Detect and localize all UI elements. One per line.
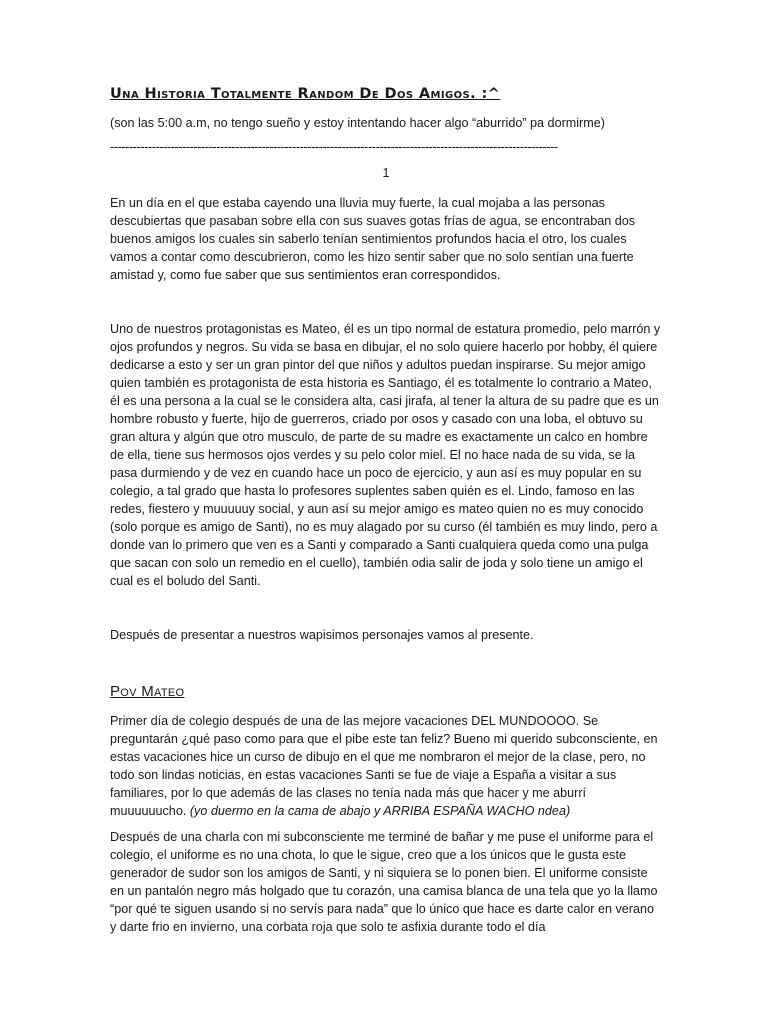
section-heading-pov: Pov Mateo (110, 683, 185, 700)
spacer (110, 284, 662, 320)
separator-line: ---------------------------------------------------------------------------------------------------------------------- (110, 140, 558, 154)
paragraph-intro: En un día en el que estaba cayendo una lluvia muy fuerte, la cual mojaba a las personas descubiertas que pasaban sobre ella con sus suaves gotas frías de agua, se encontraban dos buenos amigos los cuales sin saberlo tenían sentimientos profundos hacia el otro, los cuales vamos a contar como descubrieron, como les hizo sentir saber que no solo sentían una fuerte amistad y, como fue saber que sus sentimientos eran correspondidos. (110, 196, 636, 282)
paragraph-characters: Uno de nuestros protagonistas es Mateo, él es un tipo normal de estatura promedio, pelo marrón y ojos profundos y negros. Su vida se basa en dibujar, el no solo quiere hacerlo por hobby, él quiere dedicarse a esto y ser un gran pintor del que niños y adultos puedan inspirarse. Su mejor amigo quien también es protagonista de esta historia es Santiago, él es totalmente lo contrario a Mateo, él es una persona a la cual se le considera alta, casi jirafa, al tener la altura de su padre que es un hombre robusto y fuerte, hijo de guerreros, criado por osos y casado con una loba, el obtuvo su gran altura y algún que otro musculo, de parte de su madre es exactamente un calco en hombre de ella, tiene sus hermosos ojos verdes y su pelo color miel. El no hace nada de su vida, se la pasa durmiendo y de vez en cuando hace un poco de ejercicio, y aun así es muy popular en su colegio, a tal grado que hasta lo profesores suplentes saben quién es el. Lindo, famoso en las redes, fiestero y muuuuuy social, y aun así su mejor amigo es mateo quien no es muy conocido (solo porque es amigo de Santi), no es muy alagado por su curso (él también es muy lindo, pero a donde van lo primero que ven es a Santi y comparado a Santi cualquiera queda como una pulga que sacan con solo un remedio en el cuello), también odia salir de joda y solo tiene un amigo el cual es el boludo del Santi. (110, 322, 661, 588)
paragraph-pov-2: Después de una charla con mi subconsciente me terminé de bañar y me puse el uniforme para el colegio, el uniforme es no una chota, lo que le sigue, creo que a los únicos que le gusta este generador de sudor son los amigos de Santi, y ni siquiera se lo ponen bien. El uniforme consiste en un pantalón negro más holgado que tu corazón, una camisa blanca de una tela que yo la llamo “por qué te siguen usando si no servís para nada” que lo único que hace es darte calor en verano y darte frio en invierno, una corbata roja que solo te asfixia durante todo el día (110, 830, 658, 934)
paragraph-pov-1 (110, 712, 662, 820)
paragraph-transition: Después de presentar a nuestros wapisimos personajes vamos al presente. (110, 628, 534, 642)
paragraph-pov-1-aside: (yo duermo en la cama de abajo y ARRIBA ESPAÑA WACHO ndea) (189, 804, 571, 818)
document-title: Una Historia Totalmente Random De Dos Amigos. :^ (110, 86, 501, 102)
spacer (110, 590, 662, 626)
chapter-number: 1 (382, 166, 390, 180)
paragraph-pov-1-text: Primer día de colegio después de una de las mejore vacaciones DEL MUNDOOOO. Se preguntarán ¿qué paso como para que el pibe este tan feliz? Bueno mi querido subconsciente, en estas vacaciones hice un curso de dibujo en el que me nombraron el mejor de la clase, pero, no todo son lindas noticias, en estas vacaciones Santi se fue de viaje a España a visitar a sus familiares, por lo que además de las clases no tenía nada más que hacer y me aburrí muuuuuucho. (110, 714, 658, 818)
document-subtitle: (son las 5:00 a.m, no tengo sueño y estoy intentando hacer algo “aburrido” pa dormirme) (110, 116, 605, 130)
document-page (110, 84, 662, 936)
